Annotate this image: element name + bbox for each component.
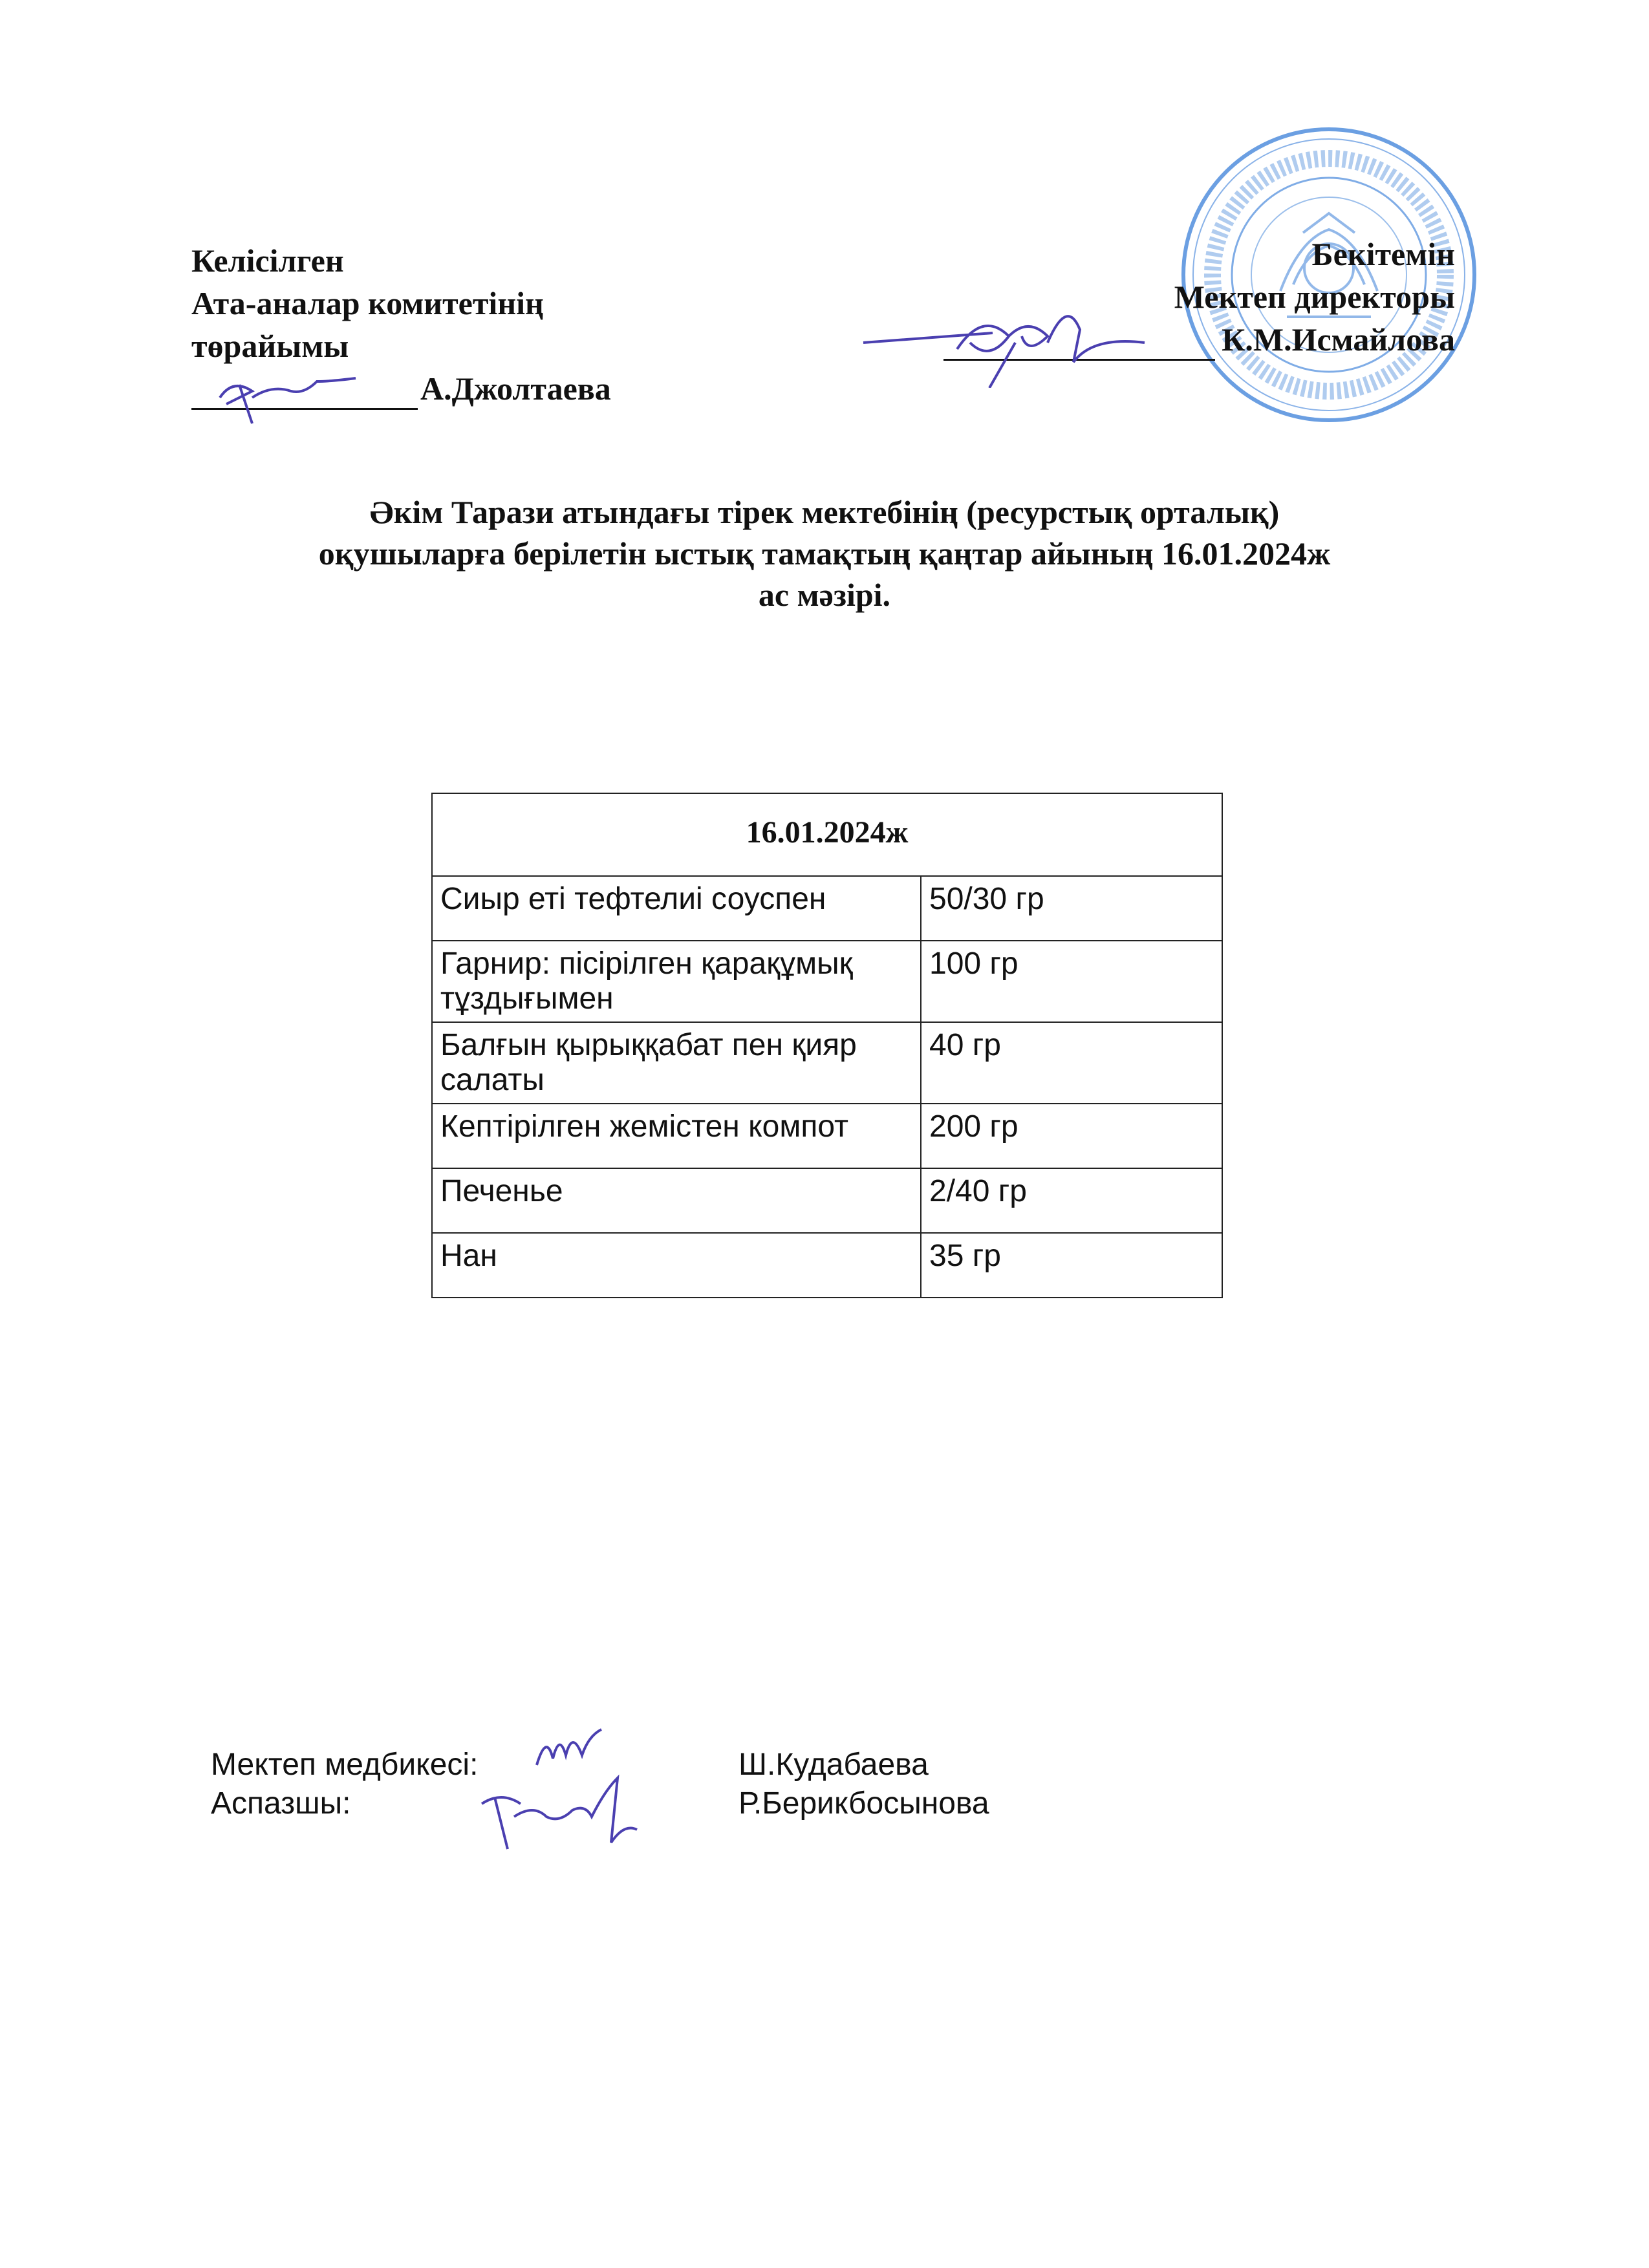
cook-row (211, 1784, 989, 1823)
title-line-3: ас мәзірі. (758, 577, 891, 613)
footer-signatures (211, 1746, 989, 1823)
chair-name: А.Джолтаева (420, 370, 611, 407)
agreed-heading: Келісілген (191, 242, 344, 279)
page-title (194, 491, 1455, 615)
table-row (432, 1168, 1222, 1233)
table-row (432, 941, 1222, 1022)
amount-cell: 35 гр (921, 1233, 1222, 1298)
cook-label: Аспазшы: (211, 1786, 351, 1821)
cook-name: Р.Берикбосынова (738, 1786, 989, 1821)
amount-cell: 2/40 гр (921, 1168, 1222, 1233)
chair-position: төрайымы (191, 328, 349, 364)
nurse-signature (530, 1720, 608, 1778)
dish-cell: Нан (432, 1233, 921, 1298)
dish-cell: Балғын қырыққабат пен қияр салаты (432, 1022, 921, 1104)
cook-signature (475, 1771, 663, 1856)
amount-cell: 100 гр (921, 941, 1222, 1022)
dish-cell: Гарнир: пісірілген қарақұмық тұздығымен (432, 941, 921, 1022)
committee-label: Ата-аналар комитетінің (191, 285, 544, 321)
amount-cell: 40 гр (921, 1022, 1222, 1104)
menu-table (431, 793, 1223, 1298)
dish-cell: Печенье (432, 1168, 921, 1233)
nurse-row (211, 1746, 929, 1784)
table-row (432, 1104, 1222, 1168)
nurse-label: Мектеп медбикесі: (211, 1748, 479, 1782)
director-signature (860, 304, 1158, 388)
table-row (432, 1022, 1222, 1104)
amount-cell: 50/30 гр (921, 876, 1222, 941)
title-line-2: оқушыларға берілетін ыстық тамақтың қаңтар айының 16.01.2024ж (318, 535, 1331, 572)
chair-signature (213, 359, 362, 430)
approved-heading: Бекітемін (1311, 236, 1455, 272)
dish-cell: Кептірілген жемістен компот (432, 1104, 921, 1168)
menu-header-row (432, 793, 1222, 876)
table-row (432, 1233, 1222, 1298)
menu-date: 16.01.2024ж (432, 793, 1222, 876)
director-name: К.М.Исмайлова (1222, 321, 1455, 358)
title-line-1: Әкім Тарази атындағы тірек мектебінің (ресурстық орталық) (369, 494, 1280, 530)
amount-cell: 200 гр (921, 1104, 1222, 1168)
dish-cell: Сиыр еті тефтелиі соуспен (432, 876, 921, 941)
table-row (432, 876, 1222, 941)
director-position: Мектеп директоры (1174, 279, 1455, 315)
nurse-name: Ш.Кудабаева (738, 1748, 929, 1782)
